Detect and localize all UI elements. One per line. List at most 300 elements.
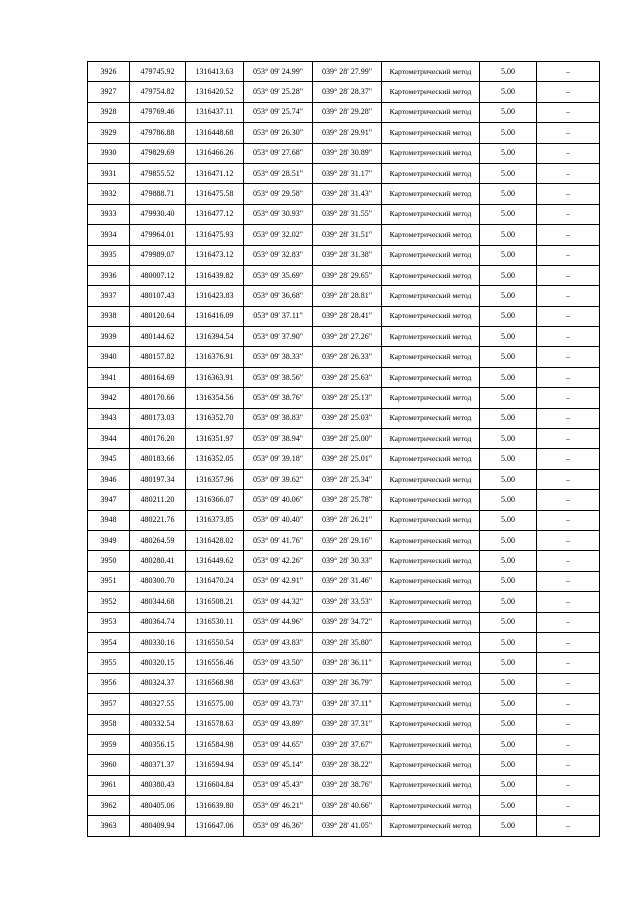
longitude-cell: 039° 28' 29.28": [313, 102, 382, 122]
table-row: [88, 143, 600, 163]
table-row: [88, 225, 600, 245]
table-row: [88, 490, 600, 510]
x-coordinate-cell: 479888.71: [130, 184, 186, 204]
latitude-cell: 053° 09' 40.06": [244, 490, 313, 510]
point-number-cell: 3959: [88, 734, 130, 754]
method-cell: Картометрический метод: [382, 204, 480, 224]
latitude-cell: 053° 09' 45.43": [244, 775, 313, 795]
accuracy-cell: 5.00: [480, 327, 537, 347]
longitude-cell: 039° 28' 31.46": [313, 571, 382, 591]
y-coordinate-cell: 1316508.21: [186, 592, 244, 612]
point-number-cell: 3939: [88, 327, 130, 347]
method-cell: Картометрический метод: [382, 796, 480, 816]
y-coordinate-cell: 1316420.52: [186, 82, 244, 102]
point-number-cell: 3933: [88, 204, 130, 224]
y-coordinate-cell: 1316352.05: [186, 449, 244, 469]
table-row: [88, 388, 600, 408]
latitude-cell: 053° 09' 37.11": [244, 306, 313, 326]
latitude-cell: 053° 09' 39.62": [244, 469, 313, 489]
y-coordinate-cell: 1316594.94: [186, 755, 244, 775]
y-coordinate-cell: 1316354.56: [186, 388, 244, 408]
table-row: [88, 429, 600, 449]
x-coordinate-cell: 479855.52: [130, 163, 186, 183]
point-number-cell: 3952: [88, 592, 130, 612]
longitude-cell: 039° 28' 36.79": [313, 673, 382, 693]
point-number-cell: 3963: [88, 816, 130, 836]
longitude-cell: 039° 28' 28.37": [313, 82, 382, 102]
method-cell: Картометрический метод: [382, 367, 480, 387]
point-number-cell: 3937: [88, 286, 130, 306]
x-coordinate-cell: 480280.41: [130, 551, 186, 571]
point-number-cell: 3931: [88, 163, 130, 183]
method-cell: Картометрический метод: [382, 388, 480, 408]
method-cell: Картометрический метод: [382, 775, 480, 795]
table-row: [88, 469, 600, 489]
y-coordinate-cell: 1316413.63: [186, 62, 244, 82]
method-cell: Картометрический метод: [382, 632, 480, 652]
note-cell: –: [537, 694, 600, 714]
latitude-cell: 053° 09' 44.32": [244, 592, 313, 612]
x-coordinate-cell: 480371.37: [130, 755, 186, 775]
x-coordinate-cell: 480211.20: [130, 490, 186, 510]
table-row: [88, 102, 600, 122]
method-cell: Картометрический метод: [382, 143, 480, 163]
y-coordinate-cell: 1316466.26: [186, 143, 244, 163]
longitude-cell: 039° 28' 35.80": [313, 632, 382, 652]
longitude-cell: 039° 28' 27.99": [313, 62, 382, 82]
x-coordinate-cell: 480356.15: [130, 734, 186, 754]
latitude-cell: 053° 09' 30.93": [244, 204, 313, 224]
longitude-cell: 039° 28' 28.81": [313, 286, 382, 306]
note-cell: –: [537, 571, 600, 591]
accuracy-cell: 5.00: [480, 449, 537, 469]
note-cell: –: [537, 123, 600, 143]
y-coordinate-cell: 1316578.63: [186, 714, 244, 734]
y-coordinate-cell: 1316556.46: [186, 653, 244, 673]
table-row: [88, 510, 600, 530]
accuracy-cell: 5.00: [480, 123, 537, 143]
point-number-cell: 3936: [88, 265, 130, 285]
point-number-cell: 3953: [88, 612, 130, 632]
note-cell: –: [537, 490, 600, 510]
latitude-cell: 053° 09' 39.18": [244, 449, 313, 469]
accuracy-cell: 5.00: [480, 225, 537, 245]
method-cell: Картометрический метод: [382, 265, 480, 285]
x-coordinate-cell: 480264.59: [130, 530, 186, 550]
table-row: [88, 265, 600, 285]
accuracy-cell: 5.00: [480, 796, 537, 816]
table-row: [88, 82, 600, 102]
longitude-cell: 039° 28' 38.76": [313, 775, 382, 795]
note-cell: –: [537, 82, 600, 102]
x-coordinate-cell: 480300.70: [130, 571, 186, 591]
y-coordinate-cell: 1316475.58: [186, 184, 244, 204]
y-coordinate-cell: 1316423.83: [186, 286, 244, 306]
note-cell: –: [537, 245, 600, 265]
latitude-cell: 053° 09' 38.33": [244, 347, 313, 367]
accuracy-cell: 5.00: [480, 347, 537, 367]
longitude-cell: 039° 28' 25.03": [313, 408, 382, 428]
latitude-cell: 053° 09' 46.36": [244, 816, 313, 836]
table-row: [88, 755, 600, 775]
x-coordinate-cell: 479745.92: [130, 62, 186, 82]
method-cell: Картометрический метод: [382, 62, 480, 82]
note-cell: –: [537, 286, 600, 306]
y-coordinate-cell: 1316394.54: [186, 327, 244, 347]
longitude-cell: 039° 28' 29.16": [313, 530, 382, 550]
table-row: [88, 653, 600, 673]
latitude-cell: 053° 09' 37.90": [244, 327, 313, 347]
longitude-cell: 039° 28' 36.11": [313, 653, 382, 673]
note-cell: –: [537, 551, 600, 571]
point-number-cell: 3958: [88, 714, 130, 734]
table-row: [88, 123, 600, 143]
longitude-cell: 039° 28' 33.53": [313, 592, 382, 612]
latitude-cell: 053° 09' 46.21": [244, 796, 313, 816]
accuracy-cell: 5.00: [480, 204, 537, 224]
latitude-cell: 053° 09' 29.58": [244, 184, 313, 204]
x-coordinate-cell: 479829.69: [130, 143, 186, 163]
y-coordinate-cell: 1316473.12: [186, 245, 244, 265]
note-cell: –: [537, 327, 600, 347]
method-cell: Картометрический метод: [382, 571, 480, 591]
accuracy-cell: 5.00: [480, 530, 537, 550]
latitude-cell: 053° 09' 43.73": [244, 694, 313, 714]
method-cell: Картометрический метод: [382, 755, 480, 775]
y-coordinate-cell: 1316639.80: [186, 796, 244, 816]
y-coordinate-cell: 1316471.12: [186, 163, 244, 183]
latitude-cell: 053° 09' 32.83": [244, 245, 313, 265]
method-cell: Картометрический метод: [382, 612, 480, 632]
x-coordinate-cell: 480197.34: [130, 469, 186, 489]
x-coordinate-cell: 480327.55: [130, 694, 186, 714]
accuracy-cell: 5.00: [480, 490, 537, 510]
note-cell: –: [537, 306, 600, 326]
longitude-cell: 039° 28' 26.21": [313, 510, 382, 530]
longitude-cell: 039° 28' 25.34": [313, 469, 382, 489]
table-row: [88, 530, 600, 550]
accuracy-cell: 5.00: [480, 571, 537, 591]
note-cell: –: [537, 612, 600, 632]
latitude-cell: 053° 09' 38.76": [244, 388, 313, 408]
point-number-cell: 3949: [88, 530, 130, 550]
longitude-cell: 039° 28' 31.38": [313, 245, 382, 265]
note-cell: –: [537, 816, 600, 836]
table-row: [88, 551, 600, 571]
longitude-cell: 039° 28' 37.31": [313, 714, 382, 734]
method-cell: Картометрический метод: [382, 449, 480, 469]
note-cell: –: [537, 184, 600, 204]
note-cell: –: [537, 449, 600, 469]
table-row: [88, 306, 600, 326]
latitude-cell: 053° 09' 43.89": [244, 714, 313, 734]
longitude-cell: 039° 28' 25.13": [313, 388, 382, 408]
table-row: [88, 714, 600, 734]
y-coordinate-cell: 1316568.98: [186, 673, 244, 693]
longitude-cell: 039° 28' 31.55": [313, 204, 382, 224]
point-number-cell: 3950: [88, 551, 130, 571]
accuracy-cell: 5.00: [480, 184, 537, 204]
note-cell: –: [537, 143, 600, 163]
point-number-cell: 3927: [88, 82, 130, 102]
note-cell: –: [537, 510, 600, 530]
accuracy-cell: 5.00: [480, 612, 537, 632]
longitude-cell: 039° 28' 28.41": [313, 306, 382, 326]
table-row: [88, 694, 600, 714]
latitude-cell: 053° 09' 42.91": [244, 571, 313, 591]
note-cell: –: [537, 388, 600, 408]
latitude-cell: 053° 09' 27.68": [244, 143, 313, 163]
longitude-cell: 039° 28' 29.65": [313, 265, 382, 285]
longitude-cell: 039° 28' 31.17": [313, 163, 382, 183]
note-cell: –: [537, 429, 600, 449]
latitude-cell: 053° 09' 45.14": [244, 755, 313, 775]
table-row: [88, 163, 600, 183]
point-number-cell: 3940: [88, 347, 130, 367]
point-number-cell: 3961: [88, 775, 130, 795]
note-cell: –: [537, 62, 600, 82]
latitude-cell: 053° 09' 43.50": [244, 653, 313, 673]
accuracy-cell: 5.00: [480, 306, 537, 326]
x-coordinate-cell: 480380.43: [130, 775, 186, 795]
method-cell: Картометрический метод: [382, 347, 480, 367]
point-number-cell: 3960: [88, 755, 130, 775]
note-cell: –: [537, 163, 600, 183]
point-number-cell: 3944: [88, 429, 130, 449]
table-row: [88, 571, 600, 591]
accuracy-cell: 5.00: [480, 632, 537, 652]
y-coordinate-cell: 1316351.97: [186, 429, 244, 449]
x-coordinate-cell: 480405.06: [130, 796, 186, 816]
x-coordinate-cell: 479769.46: [130, 102, 186, 122]
point-number-cell: 3928: [88, 102, 130, 122]
table-row: [88, 632, 600, 652]
point-number-cell: 3943: [88, 408, 130, 428]
accuracy-cell: 5.00: [480, 367, 537, 387]
note-cell: –: [537, 225, 600, 245]
y-coordinate-cell: 1316373.85: [186, 510, 244, 530]
table-row: [88, 734, 600, 754]
point-number-cell: 3930: [88, 143, 130, 163]
table-row: [88, 184, 600, 204]
accuracy-cell: 5.00: [480, 163, 537, 183]
note-cell: –: [537, 469, 600, 489]
table-row: [88, 245, 600, 265]
longitude-cell: 039° 28' 25.63": [313, 367, 382, 387]
point-number-cell: 3955: [88, 653, 130, 673]
latitude-cell: 053° 09' 42.26": [244, 551, 313, 571]
longitude-cell: 039° 28' 30.89": [313, 143, 382, 163]
longitude-cell: 039° 28' 25.00": [313, 429, 382, 449]
x-coordinate-cell: 480120.64: [130, 306, 186, 326]
latitude-cell: 053° 09' 25.28": [244, 82, 313, 102]
longitude-cell: 039° 28' 29.91": [313, 123, 382, 143]
x-coordinate-cell: 479786.88: [130, 123, 186, 143]
note-cell: –: [537, 734, 600, 754]
note-cell: –: [537, 347, 600, 367]
point-number-cell: 3934: [88, 225, 130, 245]
longitude-cell: 039° 28' 41.05": [313, 816, 382, 836]
point-number-cell: 3932: [88, 184, 130, 204]
accuracy-cell: 5.00: [480, 388, 537, 408]
method-cell: Картометрический метод: [382, 469, 480, 489]
accuracy-cell: 5.00: [480, 734, 537, 754]
note-cell: –: [537, 367, 600, 387]
longitude-cell: 039° 28' 27.26": [313, 327, 382, 347]
method-cell: Картометрический метод: [382, 734, 480, 754]
y-coordinate-cell: 1316647.06: [186, 816, 244, 836]
method-cell: Картометрический метод: [382, 673, 480, 693]
note-cell: –: [537, 796, 600, 816]
accuracy-cell: 5.00: [480, 62, 537, 82]
method-cell: Картометрический метод: [382, 306, 480, 326]
table-row: [88, 673, 600, 693]
x-coordinate-cell: 480157.82: [130, 347, 186, 367]
note-cell: –: [537, 592, 600, 612]
y-coordinate-cell: 1316550.54: [186, 632, 244, 652]
method-cell: Картометрический метод: [382, 102, 480, 122]
method-cell: Картометрический метод: [382, 530, 480, 550]
note-cell: –: [537, 673, 600, 693]
x-coordinate-cell: 480107.43: [130, 286, 186, 306]
x-coordinate-cell: 480344.68: [130, 592, 186, 612]
latitude-cell: 053° 09' 41.76": [244, 530, 313, 550]
note-cell: –: [537, 204, 600, 224]
x-coordinate-cell: 480364.74: [130, 612, 186, 632]
x-coordinate-cell: 480320.15: [130, 653, 186, 673]
table-row: [88, 796, 600, 816]
x-coordinate-cell: 479989.07: [130, 245, 186, 265]
x-coordinate-cell: 480221.76: [130, 510, 186, 530]
table-row: [88, 62, 600, 82]
y-coordinate-cell: 1316376.91: [186, 347, 244, 367]
latitude-cell: 053° 09' 24.99": [244, 62, 313, 82]
longitude-cell: 039° 28' 34.72": [313, 612, 382, 632]
table-row: [88, 204, 600, 224]
method-cell: Картометрический метод: [382, 245, 480, 265]
method-cell: Картометрический метод: [382, 510, 480, 530]
point-number-cell: 3951: [88, 571, 130, 591]
point-number-cell: 3942: [88, 388, 130, 408]
latitude-cell: 053° 09' 43.63": [244, 673, 313, 693]
y-coordinate-cell: 1316470.24: [186, 571, 244, 591]
accuracy-cell: 5.00: [480, 755, 537, 775]
longitude-cell: 039° 28' 25.01": [313, 449, 382, 469]
table-row: [88, 775, 600, 795]
table-row: [88, 408, 600, 428]
note-cell: –: [537, 755, 600, 775]
latitude-cell: 053° 09' 44.96": [244, 612, 313, 632]
accuracy-cell: 5.00: [480, 694, 537, 714]
table-row: [88, 449, 600, 469]
y-coordinate-cell: 1316437.11: [186, 102, 244, 122]
accuracy-cell: 5.00: [480, 82, 537, 102]
x-coordinate-cell: 480332.54: [130, 714, 186, 734]
table-row: [88, 347, 600, 367]
point-number-cell: 3954: [88, 632, 130, 652]
accuracy-cell: 5.00: [480, 143, 537, 163]
coordinates-table: [87, 61, 600, 837]
longitude-cell: 039° 28' 31.51": [313, 225, 382, 245]
method-cell: Картометрический метод: [382, 123, 480, 143]
point-number-cell: 3926: [88, 62, 130, 82]
accuracy-cell: 5.00: [480, 551, 537, 571]
x-coordinate-cell: 480183.66: [130, 449, 186, 469]
accuracy-cell: 5.00: [480, 510, 537, 530]
x-coordinate-cell: 480164.69: [130, 367, 186, 387]
point-number-cell: 3946: [88, 469, 130, 489]
point-number-cell: 3938: [88, 306, 130, 326]
method-cell: Картометрический метод: [382, 408, 480, 428]
latitude-cell: 053° 09' 36.68": [244, 286, 313, 306]
y-coordinate-cell: 1316449.62: [186, 551, 244, 571]
x-coordinate-cell: 479754.82: [130, 82, 186, 102]
longitude-cell: 039° 28' 30.33": [313, 551, 382, 571]
longitude-cell: 039° 28' 40.66": [313, 796, 382, 816]
table-row: [88, 327, 600, 347]
accuracy-cell: 5.00: [480, 673, 537, 693]
y-coordinate-cell: 1316439.82: [186, 265, 244, 285]
longitude-cell: 039° 28' 25.78": [313, 490, 382, 510]
point-number-cell: 3956: [88, 673, 130, 693]
point-number-cell: 3945: [88, 449, 130, 469]
method-cell: Картометрический метод: [382, 816, 480, 836]
x-coordinate-cell: 479964.01: [130, 225, 186, 245]
latitude-cell: 053° 09' 43.83": [244, 632, 313, 652]
longitude-cell: 039° 28' 37.67": [313, 734, 382, 754]
x-coordinate-cell: 480007.12: [130, 265, 186, 285]
note-cell: –: [537, 530, 600, 550]
note-cell: –: [537, 714, 600, 734]
accuracy-cell: 5.00: [480, 775, 537, 795]
latitude-cell: 053° 09' 35.69": [244, 265, 313, 285]
method-cell: Картометрический метод: [382, 184, 480, 204]
accuracy-cell: 5.00: [480, 245, 537, 265]
y-coordinate-cell: 1316416.09: [186, 306, 244, 326]
y-coordinate-cell: 1316477.12: [186, 204, 244, 224]
latitude-cell: 053° 09' 40.40": [244, 510, 313, 530]
table-row: [88, 286, 600, 306]
longitude-cell: 039° 28' 26.33": [313, 347, 382, 367]
y-coordinate-cell: 1316366.07: [186, 490, 244, 510]
note-cell: –: [537, 775, 600, 795]
longitude-cell: 039° 28' 31.43": [313, 184, 382, 204]
y-coordinate-cell: 1316352.70: [186, 408, 244, 428]
latitude-cell: 053° 09' 38.94": [244, 429, 313, 449]
point-number-cell: 3947: [88, 490, 130, 510]
method-cell: Картометрический метод: [382, 551, 480, 571]
y-coordinate-cell: 1316448.68: [186, 123, 244, 143]
y-coordinate-cell: 1316428.02: [186, 530, 244, 550]
point-number-cell: 3948: [88, 510, 130, 530]
accuracy-cell: 5.00: [480, 102, 537, 122]
longitude-cell: 039° 28' 38.22": [313, 755, 382, 775]
note-cell: –: [537, 265, 600, 285]
table-row: [88, 592, 600, 612]
latitude-cell: 053° 09' 44.65": [244, 734, 313, 754]
point-number-cell: 3941: [88, 367, 130, 387]
method-cell: Картометрический метод: [382, 82, 480, 102]
point-number-cell: 3957: [88, 694, 130, 714]
latitude-cell: 053° 09' 25.74": [244, 102, 313, 122]
y-coordinate-cell: 1316363.91: [186, 367, 244, 387]
x-coordinate-cell: 480176.20: [130, 429, 186, 449]
x-coordinate-cell: 480144.62: [130, 327, 186, 347]
point-number-cell: 3935: [88, 245, 130, 265]
y-coordinate-cell: 1316575.00: [186, 694, 244, 714]
x-coordinate-cell: 480173.03: [130, 408, 186, 428]
latitude-cell: 053° 09' 26.30": [244, 123, 313, 143]
